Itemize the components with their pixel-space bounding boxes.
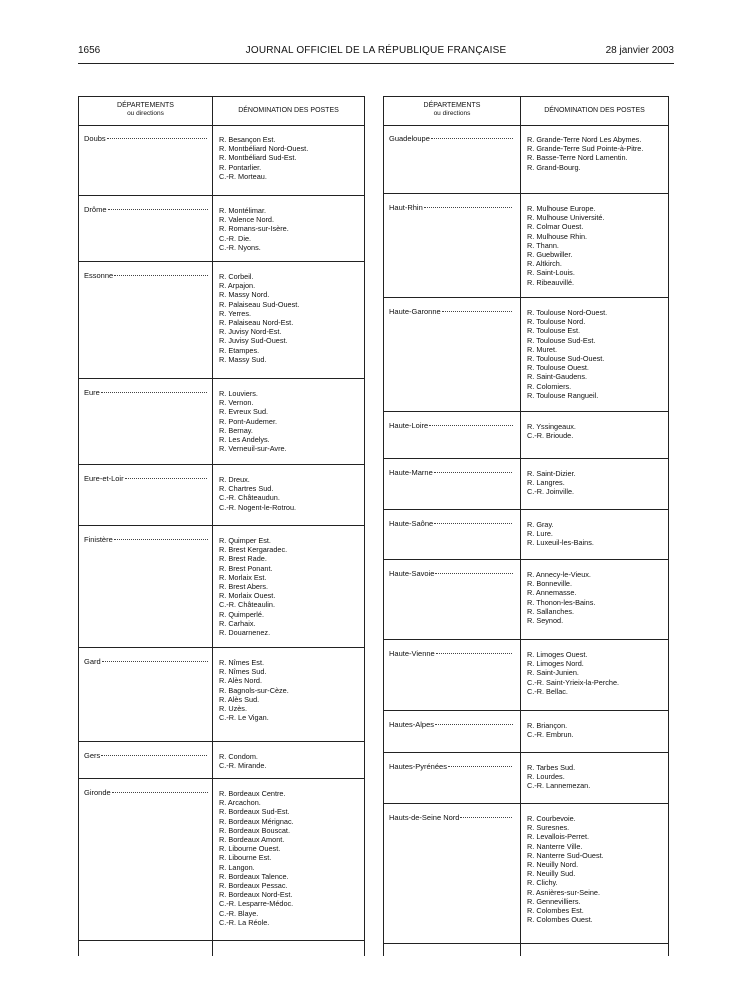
post-list	[219, 752, 360, 770]
post-item: R. Bagnols-sur-Cèze.	[219, 685, 289, 695]
right-table	[383, 96, 669, 956]
post-list	[219, 206, 360, 252]
post-item: C.-R. Blaye.	[219, 908, 259, 918]
leader-dots	[434, 472, 513, 473]
post-item: R. Limoges Nord.	[527, 659, 584, 669]
department-name	[84, 388, 208, 397]
post-item: R. Suresnes.	[527, 823, 570, 833]
post-item: R. Besançon Est.	[219, 135, 276, 144]
post-item: R. Libourne Ouest.	[219, 844, 281, 854]
post-item: R. Toulouse Sud-Est.	[527, 335, 596, 345]
department-name	[84, 657, 208, 666]
department-group	[384, 509, 668, 560]
table-header	[79, 96, 364, 126]
post-item: R. Annemasse.	[527, 588, 577, 598]
post-item: R. Langres.	[527, 478, 565, 488]
post-item: R. Bordeaux Pessac.	[219, 881, 288, 891]
departements-header	[384, 102, 520, 118]
post-item: R. Brest Kergaradec.	[219, 545, 288, 555]
department-label: Eure	[84, 388, 100, 397]
department-label: Gers	[84, 751, 101, 760]
post-item: C.-R. Châteaulin.	[219, 600, 275, 610]
departements-label: DÉPARTEMENTS	[117, 102, 174, 109]
department-name	[389, 307, 513, 316]
post-item: R. Guebwiller.	[527, 250, 573, 260]
post-item: R. Yssingeaux.	[527, 422, 576, 431]
department-group	[79, 741, 364, 779]
post-item: R. Quimperlé.	[219, 609, 265, 619]
leader-dots	[114, 539, 208, 540]
post-item: R. Vernon.	[219, 398, 254, 408]
post-list	[527, 135, 664, 172]
department-name	[389, 421, 513, 430]
department-label: Hautes-Alpes	[389, 720, 435, 729]
department-group	[79, 195, 364, 262]
department-group	[79, 464, 364, 526]
department-group	[384, 458, 668, 510]
post-item: R. Saint-Junien.	[527, 668, 579, 678]
post-item: R. Seynod.	[527, 616, 564, 626]
post-item: R. Bernay.	[219, 425, 253, 435]
post-item: R. Nanterre Sud-Ouest.	[527, 850, 604, 860]
post-list	[527, 650, 664, 696]
post-item: C.-R. Châteaudun.	[219, 493, 280, 503]
post-item: R. Langon.	[219, 862, 255, 872]
departements-label: DÉPARTEMENTS	[423, 102, 481, 109]
post-item: R. Saint-Gaudens.	[527, 372, 588, 382]
department-name	[389, 468, 513, 477]
post-item: R. Altkirch.	[527, 259, 562, 269]
post-item: R. Sallanches.	[527, 606, 575, 616]
post-item: R. Massy Nord.	[219, 290, 270, 300]
department-label: Essonne	[84, 271, 114, 280]
departements-header	[79, 102, 212, 118]
department-group	[79, 378, 364, 465]
post-list	[219, 475, 360, 512]
post-item: R. Juvisy Sud-Ouest.	[219, 336, 288, 346]
post-item: R. Bordeaux Sud-Est.	[219, 807, 290, 817]
post-item: R. Louviers.	[219, 389, 258, 398]
post-item: R. Valence Nord.	[219, 215, 275, 225]
post-item: C.-R. Embrun.	[527, 730, 574, 740]
post-list	[527, 520, 664, 548]
leader-dots	[108, 209, 208, 210]
post-item: R. Saint-Louis.	[527, 268, 575, 278]
post-item: R. Dreux.	[219, 475, 250, 484]
post-item: R. Bordeaux Amont.	[219, 835, 285, 845]
post-item: R. Colomiers.	[527, 381, 572, 391]
post-item: R. Bordeaux Talence.	[219, 871, 289, 881]
post-item: R. Toulouse Rangueil.	[527, 390, 599, 400]
department-label: Haute-Loire	[389, 421, 429, 430]
post-item: R. Grand-Bourg.	[527, 162, 581, 172]
department-label: Haute-Garonne	[389, 307, 441, 316]
department-name	[389, 134, 513, 143]
department-label: Hauts-de-Seine Nord	[389, 813, 460, 822]
post-item: R. Libourne Est.	[219, 853, 272, 863]
post-item: R. Toulouse Est.	[527, 326, 580, 336]
post-item: R. Saint-Dizier.	[527, 469, 576, 478]
post-item: R. Colombes Est.	[527, 906, 584, 916]
post-item: R. Ribeauvillé.	[527, 277, 575, 287]
post-item: R. Toulouse Nord.	[527, 317, 586, 327]
post-item: R. Toulouse Sud-Ouest.	[527, 354, 605, 364]
department-label: Haute-Saône	[389, 519, 434, 528]
denomination-header: DÉNOMINATION DES POSTES	[238, 107, 339, 114]
department-group	[384, 411, 668, 459]
department-label: Hautes-Pyrénées	[389, 762, 447, 771]
post-item: R. Brest Ponant.	[219, 563, 273, 573]
post-item: R. Briançon.	[527, 721, 568, 730]
post-list	[527, 422, 664, 440]
post-item: R. Morlaix Est.	[219, 572, 267, 582]
department-group	[79, 525, 364, 648]
post-item: R. Quimper Est.	[219, 536, 271, 545]
post-item: R. Colombes Ouest.	[527, 915, 593, 925]
post-list	[219, 536, 360, 637]
leader-dots	[434, 523, 513, 524]
post-item: C.-R. Le Vigan.	[219, 713, 269, 723]
post-item: R. Nîmes Sud.	[219, 667, 267, 677]
post-item: R. Chartres Sud.	[219, 484, 274, 494]
ou-directions-label: ou directions	[127, 110, 164, 117]
post-list	[527, 570, 664, 625]
department-label: Drôme	[84, 205, 107, 214]
post-list	[219, 135, 360, 181]
post-item: R. Massy Sud.	[219, 354, 267, 364]
post-item: R. Gennevilliers.	[527, 896, 581, 906]
publication-date: 28 janvier 2003	[605, 45, 674, 56]
post-item: R. Montélimar.	[219, 206, 267, 215]
leader-dots	[429, 425, 513, 426]
post-item: C.-R. Brioude.	[527, 431, 574, 441]
post-item: R. Mulhouse Europe.	[527, 204, 596, 213]
department-group	[384, 639, 668, 711]
department-group	[79, 778, 364, 941]
department-label: Doubs	[84, 134, 106, 143]
leader-dots	[424, 207, 513, 208]
leader-dots	[101, 392, 208, 393]
post-list	[527, 204, 664, 287]
post-item: R. Luxeuil-les-Bains.	[527, 538, 594, 548]
department-group	[79, 647, 364, 742]
post-item: R. Colmar Ouest.	[527, 222, 584, 232]
post-item: C.-R. Nyons.	[219, 242, 261, 252]
post-item: R. Brest Rade.	[219, 554, 267, 564]
post-item: R. Uzès.	[219, 704, 247, 714]
department-label: Eure-et-Loir	[84, 474, 124, 483]
department-group	[384, 710, 668, 753]
post-item: R. Lure.	[527, 529, 553, 539]
post-item: R. Montbéliard Sud-Est.	[219, 153, 297, 163]
post-item: R. Toulouse Nord-Ouest.	[527, 308, 608, 317]
department-name	[389, 203, 513, 212]
post-item: R. Limoges Ouest.	[527, 650, 588, 659]
post-item: R. Carhaix.	[219, 618, 256, 628]
post-item: R. Neuilly Nord.	[527, 860, 579, 870]
department-name	[389, 720, 513, 729]
department-label: Guadeloupe	[389, 134, 430, 143]
department-label: Finistère	[84, 535, 113, 544]
department-group	[384, 803, 668, 944]
department-name	[389, 519, 513, 528]
leader-dots	[112, 792, 208, 793]
leader-dots	[460, 817, 513, 818]
post-list	[527, 721, 664, 739]
post-item: R. Condom.	[219, 752, 258, 761]
department-label: Gard	[84, 657, 101, 666]
leader-dots	[448, 766, 513, 767]
post-list	[219, 389, 360, 453]
post-item: C.-R. Saint-Yrieix-la-Perche.	[527, 677, 620, 687]
leader-dots	[436, 653, 513, 654]
department-label: Haute-Marne	[389, 468, 433, 477]
header-rule	[78, 63, 674, 64]
post-item: R. Levallois-Perret.	[527, 832, 590, 842]
post-item: C.-R. Mirande.	[219, 761, 267, 771]
post-item: C.-R. Joinville.	[527, 487, 575, 497]
post-list	[219, 789, 360, 927]
leader-dots	[101, 755, 208, 756]
department-label: Haut-Rhin	[389, 203, 423, 212]
post-item: R. Muret.	[527, 344, 558, 354]
post-item: R. Grande-Terre Nord Les Abymes.	[527, 135, 642, 144]
post-item: R. Arcachon.	[219, 798, 261, 808]
post-item: R. Thonon-les-Bains.	[527, 597, 596, 607]
department-name	[84, 134, 208, 143]
post-item: R. Palaiseau Sud-Ouest.	[219, 299, 300, 309]
post-item: R. Juvisy Nord-Est.	[219, 327, 282, 337]
post-item: R. Montbéliard Nord-Ouest.	[219, 144, 309, 154]
department-name	[389, 569, 513, 578]
department-group	[384, 193, 668, 298]
post-item: R. Tarbes Sud.	[527, 763, 576, 772]
post-list	[527, 763, 664, 791]
department-label: Haute-Savoie	[389, 569, 435, 578]
leader-dots	[107, 138, 208, 139]
post-item: R. Palaiseau Nord-Est.	[219, 318, 294, 328]
leader-dots	[431, 138, 513, 139]
post-item: R. Courbevoie.	[527, 814, 576, 823]
post-item: R. Clichy.	[527, 878, 558, 888]
post-item: R. Grande-Terre Sud Pointe-à-Pitre.	[527, 144, 644, 154]
department-name	[84, 474, 208, 483]
post-item: R. Toulouse Ouest.	[527, 363, 589, 373]
department-name	[389, 813, 513, 822]
post-item: R. Basse-Terre Nord Lamentin.	[527, 153, 628, 163]
post-item: R. Brest Abers.	[219, 582, 269, 592]
post-item: R. Annecy-le-Vieux.	[527, 570, 591, 579]
post-item: R. Gray.	[527, 520, 554, 529]
post-item: C.-R. Die.	[219, 233, 252, 243]
post-item: C.-R. Bellac.	[527, 686, 568, 696]
page-number: 1656	[78, 45, 101, 56]
post-item: R. Verneuil-sur-Avre.	[219, 444, 287, 454]
post-item: R. Evreux Sud.	[219, 407, 269, 417]
post-item: R. Bordeaux Bouscat.	[219, 825, 290, 835]
post-item: C.-R. La Réole.	[219, 917, 270, 927]
department-label: Gironde	[84, 788, 111, 797]
department-name	[389, 649, 513, 658]
post-item: R. Neuilly Sud.	[527, 869, 576, 879]
leader-dots	[125, 478, 208, 479]
department-group	[384, 124, 668, 194]
post-item: R. Bordeaux Nord-Est.	[219, 890, 293, 900]
department-name	[389, 762, 513, 771]
post-item: R. Bordeaux Centre.	[219, 789, 286, 798]
department-name	[84, 271, 208, 280]
leader-dots	[435, 573, 513, 574]
journal-title: JOURNAL OFFICIEL DE LA RÉPUBLIQUE FRANÇAISE	[245, 45, 507, 56]
leader-dots	[114, 275, 208, 276]
department-name	[84, 751, 208, 760]
post-list	[219, 658, 360, 722]
post-item: R. Bordeaux Mérignac.	[219, 816, 294, 826]
post-list	[527, 308, 664, 400]
post-item: R. Arpajon.	[219, 281, 256, 291]
post-item: C.-R. Morteau.	[219, 171, 267, 181]
post-item: R. Nanterre Ville.	[527, 841, 583, 851]
post-item: R. Mulhouse Université.	[527, 213, 605, 223]
department-name	[84, 535, 208, 544]
post-item: R. Morlaix Ouest.	[219, 591, 276, 601]
department-group	[79, 261, 364, 379]
post-item: R. Mulhouse Rhin.	[527, 231, 588, 241]
department-group	[384, 559, 668, 640]
post-item: R. Etampes.	[219, 345, 260, 355]
post-item: C.-R. Lannemezan.	[527, 781, 591, 791]
post-list	[219, 272, 360, 364]
department-name	[84, 205, 208, 214]
post-item: R. Alès Nord.	[219, 676, 262, 686]
department-group	[79, 124, 364, 196]
leader-dots	[435, 724, 513, 725]
post-item: R. Pontarlier.	[219, 162, 262, 172]
post-item: R. Asnières-sur-Seine.	[527, 887, 600, 897]
post-item: R. Romans-sur-Isère.	[219, 224, 289, 234]
post-item: R. Nîmes Est.	[219, 658, 265, 667]
denomination-header: DÉNOMINATION DES POSTES	[544, 107, 645, 114]
post-item: R. Alès Sud.	[219, 694, 260, 704]
post-item: R. Yerres.	[219, 308, 252, 318]
post-list	[527, 469, 664, 497]
post-item: R. Douarnenez.	[219, 628, 271, 638]
post-item: R. Thann.	[527, 240, 559, 250]
post-list	[527, 814, 664, 924]
department-label: Haute-Vienne	[389, 649, 435, 658]
post-item: C.-R. Lesparre-Médoc.	[219, 899, 294, 909]
department-group	[384, 297, 668, 412]
post-item: R. Pont-Audemer.	[219, 416, 277, 426]
department-name	[84, 788, 208, 797]
leader-dots	[442, 311, 513, 312]
ou-directions-label: ou directions	[433, 110, 471, 117]
post-item: C.-R. Nogent-le-Rotrou.	[219, 502, 297, 512]
leader-dots	[102, 661, 208, 662]
post-item: R. Corbeil.	[219, 272, 254, 281]
department-group	[384, 752, 668, 804]
left-table	[78, 96, 365, 956]
table-header	[384, 96, 668, 126]
post-item: R. Lourdes.	[527, 772, 565, 782]
post-item: R. Bonneville.	[527, 579, 573, 589]
post-item: R. Les Andelys.	[219, 435, 270, 445]
page-header	[78, 45, 674, 61]
